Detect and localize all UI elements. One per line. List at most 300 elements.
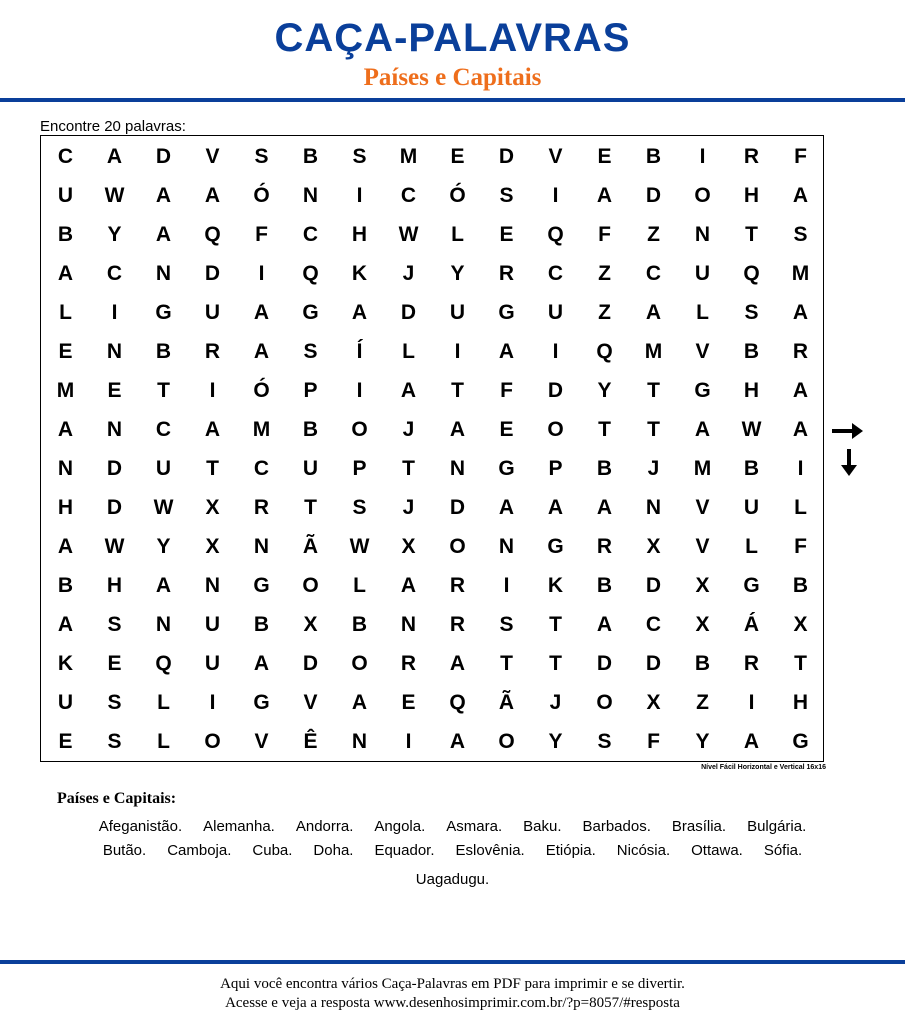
grid-cell: A <box>743 730 760 753</box>
grid-cell: B <box>253 613 270 636</box>
grid-cell: S <box>597 730 612 753</box>
grid-cell: E <box>597 145 612 168</box>
grid-cell: D <box>155 145 172 168</box>
grid-cell: F <box>598 223 611 246</box>
grid-cell: I <box>748 691 755 714</box>
grid-cell: S <box>303 340 318 363</box>
grid-cell: A <box>694 418 711 441</box>
grid-cell: N <box>57 457 74 480</box>
grid-cell: T <box>500 652 513 675</box>
grid-cell: T <box>794 652 807 675</box>
grid-cell: V <box>303 691 318 714</box>
grid-cell: Q <box>449 691 466 714</box>
grid-cell: A <box>645 301 662 324</box>
grid-cell: L <box>402 340 415 363</box>
grid-cell: Z <box>647 223 660 246</box>
grid-row <box>41 332 823 371</box>
puzzle-instruction: Encontre 20 palavras: <box>40 118 186 135</box>
grid-cell: U <box>155 457 172 480</box>
grid-cell: G <box>547 535 564 558</box>
grid-cell: O <box>351 652 368 675</box>
grid-cell: Ó <box>253 184 270 207</box>
grid-row <box>41 683 823 722</box>
grid-cell: R <box>400 652 417 675</box>
arrow-down-icon <box>840 449 858 477</box>
page-title: CAÇA-PALAVRAS <box>274 16 631 60</box>
grid-cell: I <box>699 145 706 168</box>
grid-cell: B <box>302 145 319 168</box>
grid-cell: C <box>645 262 662 285</box>
grid-cell: U <box>547 301 564 324</box>
grid-cell: S <box>352 496 367 519</box>
grid-cell: Z <box>696 691 709 714</box>
grid-cell: E <box>499 223 514 246</box>
grid-cell: C <box>302 223 319 246</box>
grid-cell: C <box>547 262 564 285</box>
grid-cell: T <box>745 223 758 246</box>
grid-cell: B <box>743 340 760 363</box>
grid-cell: N <box>155 613 172 636</box>
grid-cell: A <box>351 301 368 324</box>
grid-cell: M <box>644 340 663 363</box>
grid-cell: N <box>498 535 515 558</box>
grid-cell: A <box>57 418 74 441</box>
grid-cell: B <box>57 574 74 597</box>
grid-cell: O <box>498 730 515 753</box>
grid-row <box>41 371 823 410</box>
grid-cell: R <box>743 652 760 675</box>
grid-cell: D <box>547 379 564 402</box>
grid-cell: J <box>402 262 415 285</box>
grid-cell: H <box>743 184 760 207</box>
bottom-divider <box>0 960 905 964</box>
grid-cell: E <box>107 652 122 675</box>
grid-cell: F <box>255 223 268 246</box>
grid-cell: G <box>498 301 515 324</box>
grid-cell: J <box>549 691 562 714</box>
grid-cell: R <box>449 613 466 636</box>
grid-row <box>41 527 823 566</box>
grid-cell: E <box>401 691 416 714</box>
grid-cell: N <box>204 574 221 597</box>
grid-cell: R <box>596 535 613 558</box>
grid-cell: V <box>548 145 563 168</box>
grid-cell: C <box>57 145 74 168</box>
grid-cell: M <box>399 145 418 168</box>
grid-cell: G <box>302 301 319 324</box>
grid-cell: N <box>351 730 368 753</box>
grid-cell: U <box>449 301 466 324</box>
grid-cell: H <box>106 574 123 597</box>
grid-cell: S <box>107 613 122 636</box>
grid-cell: I <box>258 262 265 285</box>
grid-cell: A <box>57 613 74 636</box>
grid-cell: D <box>106 457 123 480</box>
grid-cell: D <box>645 574 662 597</box>
grid-cell: V <box>695 340 710 363</box>
grid-cell: F <box>500 379 513 402</box>
word-list-item: Baku. <box>523 818 562 835</box>
grid-cell: A <box>253 652 270 675</box>
grid-cell: A <box>155 223 172 246</box>
grid-cell: S <box>352 145 367 168</box>
grid-row <box>41 449 823 488</box>
grid-cell: H <box>351 223 368 246</box>
grid-cell: X <box>303 613 318 636</box>
word-list-line <box>0 842 905 859</box>
grid-cell: A <box>792 301 809 324</box>
grid-cell: L <box>696 301 709 324</box>
grid-cell: F <box>794 535 807 558</box>
grid-cell: Q <box>204 223 221 246</box>
word-list-item: Cuba. <box>252 842 293 859</box>
grid-cell: X <box>205 535 220 558</box>
grid-cell: D <box>302 652 319 675</box>
grid-cell: Y <box>695 730 710 753</box>
grid-cell: A <box>400 379 417 402</box>
grid-cell: Ó <box>449 184 466 207</box>
grid-cell: Q <box>547 223 564 246</box>
grid-cell: A <box>57 262 74 285</box>
grid-cell: M <box>56 379 75 402</box>
word-list-item: Sófia. <box>763 842 803 859</box>
grid-row <box>41 254 823 293</box>
grid-cell: D <box>106 496 123 519</box>
grid-cell: I <box>405 730 412 753</box>
grid-cell: A <box>547 496 564 519</box>
grid-cell: L <box>59 301 72 324</box>
grid-cell: Y <box>548 730 563 753</box>
grid-cell: X <box>646 535 661 558</box>
grid-cell: N <box>400 613 417 636</box>
word-list-item: Barbados. <box>582 818 651 835</box>
grid-cell: I <box>552 184 559 207</box>
grid-cell: R <box>792 340 809 363</box>
grid-cell: B <box>596 574 613 597</box>
grid-cell: P <box>548 457 563 480</box>
grid-cell: A <box>106 145 123 168</box>
grid-cell: Ã <box>302 535 319 558</box>
grid-row <box>41 566 823 605</box>
grid-cell: T <box>647 418 660 441</box>
grid-cell: S <box>107 691 122 714</box>
footer-line-1: Aqui você encontra vários Caça-Palavras em PDF para imprimir e se divertir. <box>220 976 685 992</box>
grid-cell: V <box>695 535 710 558</box>
grid-cell: F <box>647 730 660 753</box>
grid-cell: E <box>107 379 122 402</box>
grid-cell: X <box>695 613 710 636</box>
grid-cell: A <box>57 535 74 558</box>
grid-cell: N <box>155 262 172 285</box>
grid-cell: C <box>645 613 662 636</box>
grid-cell: U <box>302 457 319 480</box>
grid-cell: O <box>204 730 221 753</box>
grid-cell: D <box>645 184 662 207</box>
grid-cell: Y <box>450 262 465 285</box>
grid-cell: Í <box>356 340 363 363</box>
grid-cell: A <box>204 184 221 207</box>
grid-cell: P <box>352 457 367 480</box>
grid-cell: X <box>695 574 710 597</box>
grid-cell: P <box>303 379 318 402</box>
grid-cell: N <box>449 457 466 480</box>
grid-cell: A <box>792 184 809 207</box>
grid-cell: H <box>57 496 74 519</box>
grid-cell: B <box>155 340 172 363</box>
grid-cell: A <box>498 340 515 363</box>
grid-cell: R <box>743 145 760 168</box>
word-list-item: Afeganistão. <box>98 818 183 835</box>
grid-cell: A <box>253 340 270 363</box>
grid-cell: A <box>792 418 809 441</box>
grid-cell: J <box>402 418 415 441</box>
grid-cell: O <box>596 691 613 714</box>
grid-cell: G <box>792 730 809 753</box>
grid-cell: B <box>792 574 809 597</box>
grid-cell: A <box>204 418 221 441</box>
word-list-item: Butão. <box>102 842 147 859</box>
grid-cell: X <box>646 691 661 714</box>
grid-cell: V <box>205 145 220 168</box>
word-list-item: Andorra. <box>295 818 354 835</box>
grid-cell: Z <box>598 301 611 324</box>
grid-row <box>41 215 823 254</box>
grid-cell: L <box>353 574 366 597</box>
grid-cell: Q <box>302 262 319 285</box>
grid-cell: C <box>400 184 417 207</box>
word-list-item: Equador. <box>374 842 435 859</box>
grid-cell: L <box>745 535 758 558</box>
grid-cell: C <box>106 262 123 285</box>
grid-cell: A <box>155 184 172 207</box>
grid-cell: A <box>400 574 417 597</box>
grid-cell: O <box>302 574 319 597</box>
grid-cell: E <box>58 730 73 753</box>
footer-line-2: Acesse e veja a resposta www.desenhosimprimir.com.br/?p=8057/#resposta <box>225 995 680 1011</box>
grid-cell: I <box>209 379 216 402</box>
grid-cell: A <box>351 691 368 714</box>
word-list-item: Camboja. <box>167 842 232 859</box>
grid-cell: T <box>549 652 562 675</box>
word-list-item: Brasília. <box>671 818 727 835</box>
grid-cell: A <box>253 301 270 324</box>
grid-cell: N <box>106 340 123 363</box>
grid-cell: W <box>104 535 125 558</box>
level-note: Nível Fácil Horizontal e Vertical 16x16 <box>701 764 826 771</box>
grid-row <box>41 644 823 683</box>
grid-cell: J <box>402 496 415 519</box>
grid-cell: Y <box>107 223 122 246</box>
grid-cell: Q <box>743 262 760 285</box>
grid-cell: U <box>204 301 221 324</box>
grid-cell: N <box>645 496 662 519</box>
grid-cell: M <box>252 418 271 441</box>
grid-cell: S <box>499 613 514 636</box>
grid-cell: O <box>547 418 564 441</box>
word-list-line <box>0 818 905 835</box>
grid-row <box>41 605 823 644</box>
grid-cell: T <box>451 379 464 402</box>
grid-cell: D <box>449 496 466 519</box>
grid-cell: O <box>694 184 711 207</box>
grid-cell: K <box>57 652 74 675</box>
grid-cell: Ã <box>498 691 515 714</box>
grid-cell: T <box>647 379 660 402</box>
grid-cell: I <box>356 184 363 207</box>
grid-cell: T <box>206 457 219 480</box>
grid-cell: A <box>498 496 515 519</box>
grid-cell: U <box>204 613 221 636</box>
grid-cell: E <box>450 145 465 168</box>
grid-cell: O <box>351 418 368 441</box>
grid-cell: D <box>645 652 662 675</box>
grid-cell: T <box>598 418 611 441</box>
grid-cell: U <box>694 262 711 285</box>
word-list-item: Uagadugu. <box>415 871 490 888</box>
grid-cell: D <box>204 262 221 285</box>
grid-cell: G <box>155 301 172 324</box>
grid-cell: L <box>794 496 807 519</box>
grid-cell: I <box>209 691 216 714</box>
grid-cell: R <box>449 574 466 597</box>
grid-cell: D <box>596 652 613 675</box>
top-divider <box>0 98 905 102</box>
grid-cell: U <box>57 691 74 714</box>
grid-cell: Y <box>597 379 612 402</box>
grid-cell: R <box>204 340 221 363</box>
grid-cell: B <box>645 145 662 168</box>
grid-cell: Á <box>743 613 760 636</box>
grid-cell: U <box>743 496 760 519</box>
grid-cell: K <box>351 262 368 285</box>
word-list-item: Etiópia. <box>545 842 596 859</box>
grid-cell: A <box>449 652 466 675</box>
grid-cell: W <box>349 535 370 558</box>
grid-cell: S <box>744 301 759 324</box>
grid-cell: M <box>693 457 712 480</box>
grid-cell: Ó <box>253 379 270 402</box>
grid-cell: I <box>454 340 461 363</box>
grid-cell: U <box>57 184 74 207</box>
grid-cell: G <box>694 379 711 402</box>
grid-cell: A <box>792 379 809 402</box>
grid-cell: G <box>743 574 760 597</box>
grid-cell: A <box>596 496 613 519</box>
grid-cell: L <box>451 223 464 246</box>
grid-cell: Z <box>598 262 611 285</box>
grid-cell: Y <box>156 535 171 558</box>
grid-cell: H <box>792 691 809 714</box>
grid-cell: T <box>402 457 415 480</box>
arrow-right-icon <box>832 422 864 440</box>
grid-cell: I <box>552 340 559 363</box>
grid-row <box>41 293 823 332</box>
grid-cell: V <box>254 730 269 753</box>
grid-cell: Q <box>596 340 613 363</box>
grid-cell: W <box>104 184 125 207</box>
word-list-item: Ottawa. <box>691 842 743 859</box>
grid-cell: Ê <box>303 730 318 753</box>
grid-cell: X <box>401 535 416 558</box>
grid-cell: B <box>351 613 368 636</box>
grid-cell: S <box>499 184 514 207</box>
grid-cell: B <box>57 223 74 246</box>
grid-cell: B <box>596 457 613 480</box>
grid-cell: J <box>647 457 660 480</box>
grid-cell: I <box>111 301 118 324</box>
grid-cell: X <box>205 496 220 519</box>
grid-cell: W <box>398 223 419 246</box>
grid-cell: A <box>596 184 613 207</box>
word-list-item: Bulgária. <box>747 818 807 835</box>
word-list-item: Alemanha. <box>203 818 275 835</box>
word-list-line <box>0 871 905 888</box>
grid-cell: G <box>253 574 270 597</box>
grid-cell: H <box>743 379 760 402</box>
grid-cell: D <box>400 301 417 324</box>
grid-cell: V <box>695 496 710 519</box>
grid-cell: N <box>302 184 319 207</box>
grid-cell: C <box>155 418 172 441</box>
grid-cell: T <box>304 496 317 519</box>
grid-row <box>41 137 823 176</box>
word-list-item: Eslovênia. <box>455 842 525 859</box>
grid-cell: T <box>157 379 170 402</box>
grid-cell: S <box>254 145 269 168</box>
grid-cell: O <box>449 535 466 558</box>
grid-cell: E <box>58 340 73 363</box>
grid-cell: A <box>449 418 466 441</box>
grid-cell: X <box>793 613 808 636</box>
grid-cell: S <box>793 223 808 246</box>
grid-cell: I <box>356 379 363 402</box>
grid-cell: T <box>549 613 562 636</box>
word-list-item: Asmara. <box>446 818 503 835</box>
word-list-item: Angola. <box>374 818 426 835</box>
grid-cell: R <box>253 496 270 519</box>
page-subtitle: Países e Capitais <box>363 64 542 91</box>
grid-row <box>41 722 823 761</box>
grid-cell: B <box>694 652 711 675</box>
grid-cell: L <box>157 730 170 753</box>
grid-cell: B <box>302 418 319 441</box>
grid-row <box>41 410 823 449</box>
word-list-item: Nicósia. <box>616 842 671 859</box>
grid-cell: G <box>253 691 270 714</box>
grid-cell: N <box>106 418 123 441</box>
grid-cell: R <box>498 262 515 285</box>
word-list-item: Doha. <box>313 842 354 859</box>
grid-cell: C <box>253 457 270 480</box>
grid-cell: Q <box>155 652 172 675</box>
grid-cell: W <box>741 418 762 441</box>
grid-row <box>41 176 823 215</box>
grid-cell: S <box>107 730 122 753</box>
grid-cell: G <box>498 457 515 480</box>
grid-cell: W <box>153 496 174 519</box>
grid-cell: K <box>547 574 564 597</box>
grid-cell: A <box>596 613 613 636</box>
grid-cell: E <box>499 418 514 441</box>
grid-cell: F <box>794 145 807 168</box>
grid-cell: N <box>694 223 711 246</box>
grid-cell: M <box>791 262 810 285</box>
grid-cell: L <box>157 691 170 714</box>
grid-cell: N <box>253 535 270 558</box>
grid-cell: D <box>498 145 515 168</box>
grid-cell: A <box>155 574 172 597</box>
grid-cell: B <box>743 457 760 480</box>
